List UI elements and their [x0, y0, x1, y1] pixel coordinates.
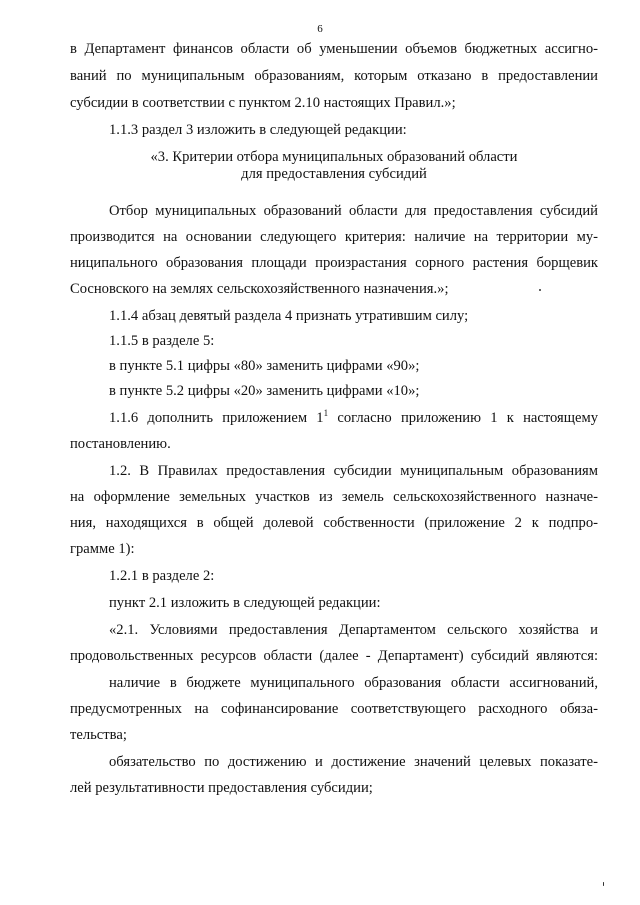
text-line: наличие в бюджете муниципального образования области ассигнований, — [109, 675, 598, 691]
scan-speck — [539, 289, 541, 291]
page-number: 6 — [317, 23, 323, 35]
text-line: лей результативности предоставления субсидии; — [70, 780, 373, 796]
text-line: ния, находящихся в общей долевой собственности (приложение 2 к подпро- — [70, 515, 598, 531]
text-line: 1.1.5 в разделе 5: — [109, 333, 215, 349]
text-line: на оформление земельных участков из земель сельскохозяйственного назначе- — [70, 489, 598, 505]
text-line: предусмотренных на софинансирование соответствующего расходного обяза- — [70, 701, 598, 717]
text-line: ниципального образования площади произрастания сорного растения борщевик — [70, 255, 598, 271]
text-line: тельства; — [70, 727, 127, 743]
text-line: 1.1.3 раздел 3 изложить в следующей редакции: — [109, 122, 407, 138]
text-line — [109, 408, 598, 426]
text-line: производится на основании следующего критерия: наличие на территории му- — [70, 229, 598, 245]
text-line: ваний по муниципальным образованиям, которым отказано в предоставлении — [70, 68, 598, 84]
text-line: 1.1.4 абзац девятый раздела 4 признать утратившим силу; — [109, 308, 469, 324]
text-line: грамме 1): — [70, 541, 135, 557]
text-fragment: согласно приложению 1 к настоящему — [328, 410, 598, 426]
text-line: Отбор муниципальных образований области для предоставления субсидий — [109, 203, 598, 219]
text-line: в пункте 5.2 цифры «20» заменить цифрами «10»; — [109, 383, 420, 399]
scan-speck — [603, 882, 604, 886]
superscript: 1 — [323, 408, 329, 418]
text-line: субсидии в соответствии с пунктом 2.10 настоящих Правил.»; — [70, 95, 456, 111]
text-line: продовольственных ресурсов области (далее - Департамент) субсидий являются: — [70, 648, 598, 664]
text-line: 1.2.1 в разделе 2: — [109, 568, 215, 584]
text-line: Сосновского на землях сельскохозяйственного назначения.»; — [70, 281, 449, 297]
section-heading-continued: для предоставления субсидий — [241, 166, 427, 182]
text-line: постановлению. — [70, 436, 171, 452]
text-line: обязательство по достижению и достижение значений целевых показате- — [109, 754, 598, 770]
text-line: в пункте 5.1 цифры «80» заменить цифрами «90»; — [109, 358, 420, 374]
text-fragment: 1.1.6 дополнить приложением 1 — [109, 410, 324, 426]
text-line: в Департамент финансов области об уменьшении объемов бюджетных ассигно- — [70, 41, 598, 57]
text-line: 1.2. В Правилах предоставления субсидии муниципальным образованиям — [109, 463, 598, 479]
text-line: пункт 2.1 изложить в следующей редакции: — [109, 595, 381, 611]
text-line: «2.1. Условиями предоставления Департаментом сельского хозяйства и — [109, 622, 598, 638]
section-heading: «3. Критерии отбора муниципальных образований области — [150, 149, 518, 165]
